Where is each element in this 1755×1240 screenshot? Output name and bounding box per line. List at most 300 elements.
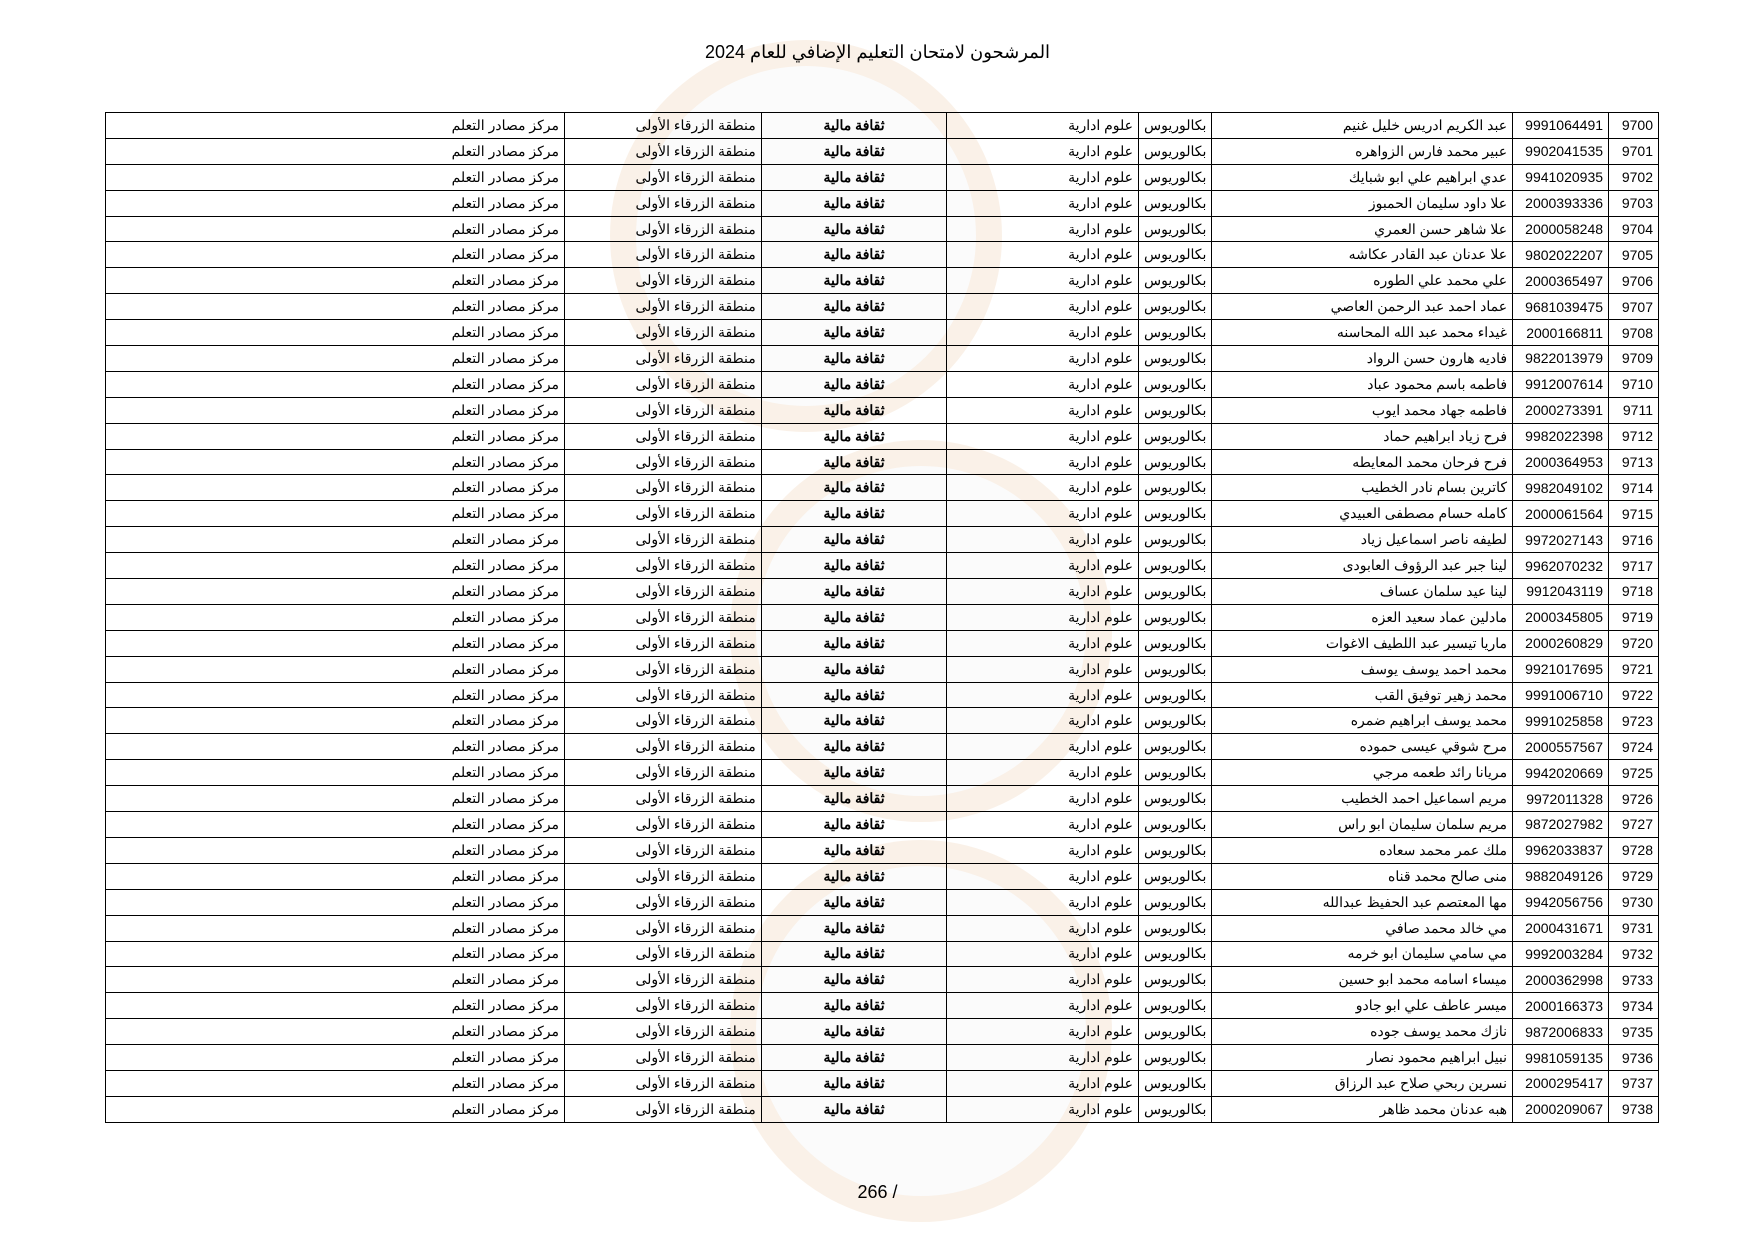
degree: بكالوريوس — [1139, 397, 1212, 423]
national-id: 9941020935 — [1513, 164, 1609, 190]
specialization: علوم ادارية — [947, 164, 1139, 190]
subject: ثقافة مالية — [761, 915, 947, 941]
directorate: منطقة الزرقاء الأولى — [564, 1070, 761, 1096]
serial-number: 9728 — [1609, 837, 1659, 863]
serial-number: 9732 — [1609, 941, 1659, 967]
table-row — [106, 812, 1659, 838]
specialization: علوم ادارية — [947, 397, 1139, 423]
subject: ثقافة مالية — [761, 423, 947, 449]
degree: بكالوريوس — [1139, 501, 1212, 527]
national-id: 9962070232 — [1513, 553, 1609, 579]
exam-center: مركز مصادر التعلم — [106, 837, 565, 863]
subject: ثقافة مالية — [761, 475, 947, 501]
national-id: 2000273391 — [1513, 397, 1609, 423]
subject: ثقافة مالية — [761, 242, 947, 268]
subject: ثقافة مالية — [761, 760, 947, 786]
directorate: منطقة الزرقاء الأولى — [564, 423, 761, 449]
degree: بكالوريوس — [1139, 967, 1212, 993]
exam-center: مركز مصادر التعلم — [106, 190, 565, 216]
subject: ثقافة مالية — [761, 708, 947, 734]
degree: بكالوريوس — [1139, 786, 1212, 812]
degree: بكالوريوس — [1139, 164, 1212, 190]
specialization: علوم ادارية — [947, 889, 1139, 915]
national-id: 2000557567 — [1513, 734, 1609, 760]
table-row — [106, 371, 1659, 397]
exam-center: مركز مصادر التعلم — [106, 1096, 565, 1122]
national-id: 9991025858 — [1513, 708, 1609, 734]
directorate: منطقة الزرقاء الأولى — [564, 630, 761, 656]
degree: بكالوريوس — [1139, 527, 1212, 553]
exam-center: مركز مصادر التعلم — [106, 786, 565, 812]
national-id: 9921017695 — [1513, 656, 1609, 682]
degree: بكالوريوس — [1139, 837, 1212, 863]
degree: بكالوريوس — [1139, 216, 1212, 242]
subject: ثقافة مالية — [761, 656, 947, 682]
exam-center: مركز مصادر التعلم — [106, 1045, 565, 1071]
exam-center: مركز مصادر التعلم — [106, 967, 565, 993]
serial-number: 9705 — [1609, 242, 1659, 268]
serial-number: 9729 — [1609, 863, 1659, 889]
table-row — [106, 449, 1659, 475]
specialization: علوم ادارية — [947, 268, 1139, 294]
specialization: علوم ادارية — [947, 1045, 1139, 1071]
exam-center: مركز مصادر التعلم — [106, 993, 565, 1019]
subject: ثقافة مالية — [761, 967, 947, 993]
serial-number: 9733 — [1609, 967, 1659, 993]
subject: ثقافة مالية — [761, 1045, 947, 1071]
candidate-name: لينا عيد سلمان عساف — [1212, 579, 1513, 605]
degree: بكالوريوس — [1139, 734, 1212, 760]
national-id: 9962033837 — [1513, 837, 1609, 863]
subject: ثقافة مالية — [761, 320, 947, 346]
degree: بكالوريوس — [1139, 812, 1212, 838]
exam-center: مركز مصادر التعلم — [106, 346, 565, 372]
degree: بكالوريوس — [1139, 630, 1212, 656]
directorate: منطقة الزرقاء الأولى — [564, 1019, 761, 1045]
candidate-name: مادلين عماد سعيد العزه — [1212, 604, 1513, 630]
candidate-name: محمد يوسف ابراهيم ضمره — [1212, 708, 1513, 734]
exam-center: مركز مصادر التعلم — [106, 604, 565, 630]
national-id: 9991064491 — [1513, 113, 1609, 139]
exam-center: مركز مصادر التعلم — [106, 1070, 565, 1096]
specialization: علوم ادارية — [947, 967, 1139, 993]
candidate-name: هبه عدنان محمد ظاهر — [1212, 1096, 1513, 1122]
serial-number: 9704 — [1609, 216, 1659, 242]
directorate: منطقة الزرقاء الأولى — [564, 397, 761, 423]
directorate: منطقة الزرقاء الأولى — [564, 138, 761, 164]
candidate-name: فرح زياد ابراهيم حماد — [1212, 423, 1513, 449]
degree: بكالوريوس — [1139, 708, 1212, 734]
directorate: منطقة الزرقاء الأولى — [564, 1096, 761, 1122]
exam-center: مركز مصادر التعلم — [106, 371, 565, 397]
degree: بكالوريوس — [1139, 1096, 1212, 1122]
exam-center: مركز مصادر التعلم — [106, 915, 565, 941]
serial-number: 9702 — [1609, 164, 1659, 190]
candidate-name: كامله حسام مصطفى العبيدي — [1212, 501, 1513, 527]
specialization: علوم ادارية — [947, 138, 1139, 164]
exam-center: مركز مصادر التعلم — [106, 527, 565, 553]
specialization: علوم ادارية — [947, 449, 1139, 475]
directorate: منطقة الزرقاء الأولى — [564, 682, 761, 708]
serial-number: 9731 — [1609, 915, 1659, 941]
candidate-name: مها المعتصم عبد الحفيظ عبدالله — [1212, 889, 1513, 915]
serial-number: 9707 — [1609, 294, 1659, 320]
candidate-name: كاترين بسام نادر الخطيب — [1212, 475, 1513, 501]
directorate: منطقة الزرقاء الأولى — [564, 242, 761, 268]
degree: بكالوريوس — [1139, 449, 1212, 475]
candidate-name: علا داود سليمان الحمبوز — [1212, 190, 1513, 216]
table-row — [106, 1096, 1659, 1122]
national-id: 2000058248 — [1513, 216, 1609, 242]
specialization: علوم ادارية — [947, 371, 1139, 397]
subject: ثقافة مالية — [761, 630, 947, 656]
serial-number: 9724 — [1609, 734, 1659, 760]
subject: ثقافة مالية — [761, 113, 947, 139]
candidate-name: فاطمه جهاد محمد ايوب — [1212, 397, 1513, 423]
candidate-name: فرح فرحان محمد المعايطه — [1212, 449, 1513, 475]
candidate-name: غيداء محمد عبد الله المحاسنه — [1212, 320, 1513, 346]
degree: بكالوريوس — [1139, 190, 1212, 216]
serial-number: 9703 — [1609, 190, 1659, 216]
degree: بكالوريوس — [1139, 423, 1212, 449]
directorate: منطقة الزرقاء الأولى — [564, 786, 761, 812]
serial-number: 9716 — [1609, 527, 1659, 553]
subject: ثقافة مالية — [761, 294, 947, 320]
exam-center: مركز مصادر التعلم — [106, 579, 565, 605]
table-row — [106, 630, 1659, 656]
national-id: 9822013979 — [1513, 346, 1609, 372]
degree: بكالوريوس — [1139, 889, 1212, 915]
table-row — [106, 346, 1659, 372]
subject: ثقافة مالية — [761, 268, 947, 294]
subject: ثقافة مالية — [761, 553, 947, 579]
serial-number: 9710 — [1609, 371, 1659, 397]
serial-number: 9701 — [1609, 138, 1659, 164]
subject: ثقافة مالية — [761, 138, 947, 164]
exam-center: مركز مصادر التعلم — [106, 734, 565, 760]
serial-number: 9722 — [1609, 682, 1659, 708]
directorate: منطقة الزرقاء الأولى — [564, 993, 761, 1019]
candidate-name: نسرين ربحي صلاح عبد الرزاق — [1212, 1070, 1513, 1096]
directorate: منطقة الزرقاء الأولى — [564, 863, 761, 889]
degree: بكالوريوس — [1139, 1070, 1212, 1096]
table-row — [106, 734, 1659, 760]
table-row — [106, 216, 1659, 242]
national-id: 9802022207 — [1513, 242, 1609, 268]
serial-number: 9713 — [1609, 449, 1659, 475]
specialization: علوم ادارية — [947, 190, 1139, 216]
subject: ثقافة مالية — [761, 371, 947, 397]
subject: ثقافة مالية — [761, 501, 947, 527]
degree: بكالوريوس — [1139, 604, 1212, 630]
exam-center: مركز مصادر التعلم — [106, 138, 565, 164]
table-row — [106, 190, 1659, 216]
national-id: 9982022398 — [1513, 423, 1609, 449]
directorate: منطقة الزرقاء الأولى — [564, 1045, 761, 1071]
specialization: علوم ادارية — [947, 423, 1139, 449]
candidate-name: مي خالد محمد صافي — [1212, 915, 1513, 941]
serial-number: 9720 — [1609, 630, 1659, 656]
table-row — [106, 967, 1659, 993]
exam-center: مركز مصادر التعلم — [106, 708, 565, 734]
exam-center: مركز مصادر التعلم — [106, 164, 565, 190]
subject: ثقافة مالية — [761, 397, 947, 423]
exam-center: مركز مصادر التعلم — [106, 863, 565, 889]
national-id: 2000431671 — [1513, 915, 1609, 941]
candidate-name: محمد زهير توفيق القب — [1212, 682, 1513, 708]
degree: بكالوريوس — [1139, 993, 1212, 1019]
directorate: منطقة الزرقاء الأولى — [564, 812, 761, 838]
degree: بكالوريوس — [1139, 1019, 1212, 1045]
degree: بكالوريوس — [1139, 915, 1212, 941]
directorate: منطقة الزرقاء الأولى — [564, 941, 761, 967]
subject: ثقافة مالية — [761, 682, 947, 708]
directorate: منطقة الزرقاء الأولى — [564, 190, 761, 216]
specialization: علوم ادارية — [947, 216, 1139, 242]
specialization: علوم ادارية — [947, 734, 1139, 760]
table-row — [106, 915, 1659, 941]
directorate: منطقة الزرقاء الأولى — [564, 579, 761, 605]
exam-center: مركز مصادر التعلم — [106, 812, 565, 838]
table-row — [106, 242, 1659, 268]
specialization: علوم ادارية — [947, 553, 1139, 579]
table-row — [106, 423, 1659, 449]
specialization: علوم ادارية — [947, 786, 1139, 812]
exam-center: مركز مصادر التعلم — [106, 760, 565, 786]
specialization: علوم ادارية — [947, 708, 1139, 734]
table-row — [106, 1045, 1659, 1071]
subject: ثقافة مالية — [761, 579, 947, 605]
serial-number: 9736 — [1609, 1045, 1659, 1071]
specialization: علوم ادارية — [947, 475, 1139, 501]
candidate-name: عبير محمد فارس الزواهره — [1212, 138, 1513, 164]
specialization: علوم ادارية — [947, 320, 1139, 346]
national-id: 2000364953 — [1513, 449, 1609, 475]
candidate-name: نبيل ابراهيم محمود نصار — [1212, 1045, 1513, 1071]
directorate: منطقة الزرقاء الأولى — [564, 475, 761, 501]
table-row — [106, 656, 1659, 682]
degree: بكالوريوس — [1139, 656, 1212, 682]
national-id: 9942056756 — [1513, 889, 1609, 915]
specialization: علوم ادارية — [947, 579, 1139, 605]
subject: ثقافة مالية — [761, 216, 947, 242]
table-row — [106, 501, 1659, 527]
directorate: منطقة الزرقاء الأولى — [564, 501, 761, 527]
specialization: علوم ادارية — [947, 294, 1139, 320]
candidate-name: ملك عمر محمد سعاده — [1212, 837, 1513, 863]
national-id: 2000166811 — [1513, 320, 1609, 346]
national-id: 2000393336 — [1513, 190, 1609, 216]
national-id: 9972027143 — [1513, 527, 1609, 553]
serial-number: 9721 — [1609, 656, 1659, 682]
national-id: 2000061564 — [1513, 501, 1609, 527]
exam-center: مركز مصادر التعلم — [106, 656, 565, 682]
serial-number: 9727 — [1609, 812, 1659, 838]
exam-center: مركز مصادر التعلم — [106, 216, 565, 242]
serial-number: 9712 — [1609, 423, 1659, 449]
serial-number: 9717 — [1609, 553, 1659, 579]
national-id: 2000166373 — [1513, 993, 1609, 1019]
directorate: منطقة الزرقاء الأولى — [564, 734, 761, 760]
candidate-name: مريم اسماعيل احمد الخطيب — [1212, 786, 1513, 812]
candidate-name: علي محمد علي الطوره — [1212, 268, 1513, 294]
national-id: 9882049126 — [1513, 863, 1609, 889]
directorate: منطقة الزرقاء الأولى — [564, 371, 761, 397]
directorate: منطقة الزرقاء الأولى — [564, 604, 761, 630]
table-row — [106, 682, 1659, 708]
candidate-name: عدي ابراهيم علي ابو شبايك — [1212, 164, 1513, 190]
specialization: علوم ادارية — [947, 242, 1139, 268]
table-row — [106, 138, 1659, 164]
candidate-name: ميسر عاطف علي ابو جادو — [1212, 993, 1513, 1019]
directorate: منطقة الزرقاء الأولى — [564, 837, 761, 863]
directorate: منطقة الزرقاء الأولى — [564, 320, 761, 346]
candidate-name: مريم سلمان سليمان ابو راس — [1212, 812, 1513, 838]
exam-center: مركز مصادر التعلم — [106, 449, 565, 475]
directorate: منطقة الزرقاء الأولى — [564, 527, 761, 553]
degree: بكالوريوس — [1139, 760, 1212, 786]
serial-number: 9711 — [1609, 397, 1659, 423]
table-row — [106, 604, 1659, 630]
candidate-name: مريانا رائد طعمه مرجي — [1212, 760, 1513, 786]
serial-number: 9706 — [1609, 268, 1659, 294]
candidate-name: فاديه هارون حسن الرواد — [1212, 346, 1513, 372]
degree: بكالوريوس — [1139, 138, 1212, 164]
exam-center: مركز مصادر التعلم — [106, 501, 565, 527]
degree: بكالوريوس — [1139, 475, 1212, 501]
degree: بكالوريوس — [1139, 268, 1212, 294]
degree: بكالوريوس — [1139, 553, 1212, 579]
table-row — [106, 113, 1659, 139]
candidate-name: نازك محمد يوسف جوده — [1212, 1019, 1513, 1045]
directorate: منطقة الزرقاء الأولى — [564, 656, 761, 682]
specialization: علوم ادارية — [947, 604, 1139, 630]
specialization: علوم ادارية — [947, 346, 1139, 372]
specialization: علوم ادارية — [947, 760, 1139, 786]
candidates-table — [105, 112, 1659, 1123]
table-row — [106, 553, 1659, 579]
serial-number: 9719 — [1609, 604, 1659, 630]
table-row — [106, 863, 1659, 889]
national-id: 9981059135 — [1513, 1045, 1609, 1071]
serial-number: 9700 — [1609, 113, 1659, 139]
exam-center: مركز مصادر التعلم — [106, 1019, 565, 1045]
subject: ثقافة مالية — [761, 837, 947, 863]
table-row — [106, 837, 1659, 863]
directorate: منطقة الزرقاء الأولى — [564, 294, 761, 320]
subject: ثقافة مالية — [761, 889, 947, 915]
specialization: علوم ادارية — [947, 527, 1139, 553]
exam-center: مركز مصادر التعلم — [106, 113, 565, 139]
specialization: علوم ادارية — [947, 863, 1139, 889]
degree: بكالوريوس — [1139, 371, 1212, 397]
serial-number: 9725 — [1609, 760, 1659, 786]
national-id: 2000365497 — [1513, 268, 1609, 294]
serial-number: 9715 — [1609, 501, 1659, 527]
national-id: 2000260829 — [1513, 630, 1609, 656]
degree: بكالوريوس — [1139, 320, 1212, 346]
subject: ثقافة مالية — [761, 190, 947, 216]
serial-number: 9718 — [1609, 579, 1659, 605]
specialization: علوم ادارية — [947, 656, 1139, 682]
specialization: علوم ادارية — [947, 812, 1139, 838]
serial-number: 9708 — [1609, 320, 1659, 346]
table-row — [106, 320, 1659, 346]
subject: ثقافة مالية — [761, 1019, 947, 1045]
table-row — [106, 708, 1659, 734]
specialization: علوم ادارية — [947, 915, 1139, 941]
subject: ثقافة مالية — [761, 993, 947, 1019]
national-id: 9902041535 — [1513, 138, 1609, 164]
candidate-name: مرح شوقي عيسى حموده — [1212, 734, 1513, 760]
subject: ثقافة مالية — [761, 604, 947, 630]
national-id: 9681039475 — [1513, 294, 1609, 320]
national-id: 9942020669 — [1513, 760, 1609, 786]
exam-center: مركز مصادر التعلم — [106, 423, 565, 449]
candidate-name: لينا جبر عبد الرؤوف العابودى — [1212, 553, 1513, 579]
exam-center: مركز مصادر التعلم — [106, 475, 565, 501]
national-id: 9912043119 — [1513, 579, 1609, 605]
national-id: 9872027982 — [1513, 812, 1609, 838]
degree: بكالوريوس — [1139, 1045, 1212, 1071]
directorate: منطقة الزرقاء الأولى — [564, 216, 761, 242]
candidate-name: منى صالح محمد قناه — [1212, 863, 1513, 889]
degree: بكالوريوس — [1139, 346, 1212, 372]
directorate: منطقة الزرقاء الأولى — [564, 915, 761, 941]
serial-number: 9730 — [1609, 889, 1659, 915]
table-row — [106, 786, 1659, 812]
directorate: منطقة الزرقاء الأولى — [564, 449, 761, 475]
subject: ثقافة مالية — [761, 1070, 947, 1096]
degree: بكالوريوس — [1139, 863, 1212, 889]
directorate: منطقة الزرقاء الأولى — [564, 268, 761, 294]
exam-center: مركز مصادر التعلم — [106, 553, 565, 579]
table-row — [106, 397, 1659, 423]
degree: بكالوريوس — [1139, 941, 1212, 967]
candidate-name: ماريا تيسير عبد اللطيف الاغوات — [1212, 630, 1513, 656]
national-id: 9872006833 — [1513, 1019, 1609, 1045]
table-row — [106, 941, 1659, 967]
candidate-name: عبد الكريم ادريس خليل غنيم — [1212, 113, 1513, 139]
specialization: علوم ادارية — [947, 993, 1139, 1019]
directorate: منطقة الزرقاء الأولى — [564, 967, 761, 993]
serial-number: 9723 — [1609, 708, 1659, 734]
subject: ثقافة مالية — [761, 812, 947, 838]
serial-number: 9737 — [1609, 1070, 1659, 1096]
exam-center: مركز مصادر التعلم — [106, 397, 565, 423]
national-id: 9982049102 — [1513, 475, 1609, 501]
specialization: علوم ادارية — [947, 1070, 1139, 1096]
degree: بكالوريوس — [1139, 294, 1212, 320]
candidate-name: محمد احمد يوسف يوسف — [1212, 656, 1513, 682]
serial-number: 9726 — [1609, 786, 1659, 812]
national-id: 9912007614 — [1513, 371, 1609, 397]
table-row — [106, 579, 1659, 605]
exam-center: مركز مصادر التعلم — [106, 682, 565, 708]
directorate: منطقة الزرقاء الأولى — [564, 760, 761, 786]
candidate-name: علا شاهر حسن العمري — [1212, 216, 1513, 242]
candidate-name: لطيفه ناصر اسماعيل زياد — [1212, 527, 1513, 553]
page-number: 266 / — [857, 1182, 898, 1202]
national-id: 2000345805 — [1513, 604, 1609, 630]
specialization: علوم ادارية — [947, 1019, 1139, 1045]
table-row — [106, 475, 1659, 501]
degree: بكالوريوس — [1139, 242, 1212, 268]
subject: ثقافة مالية — [761, 449, 947, 475]
subject: ثقافة مالية — [761, 786, 947, 812]
subject: ثقافة مالية — [761, 941, 947, 967]
exam-center: مركز مصادر التعلم — [106, 242, 565, 268]
